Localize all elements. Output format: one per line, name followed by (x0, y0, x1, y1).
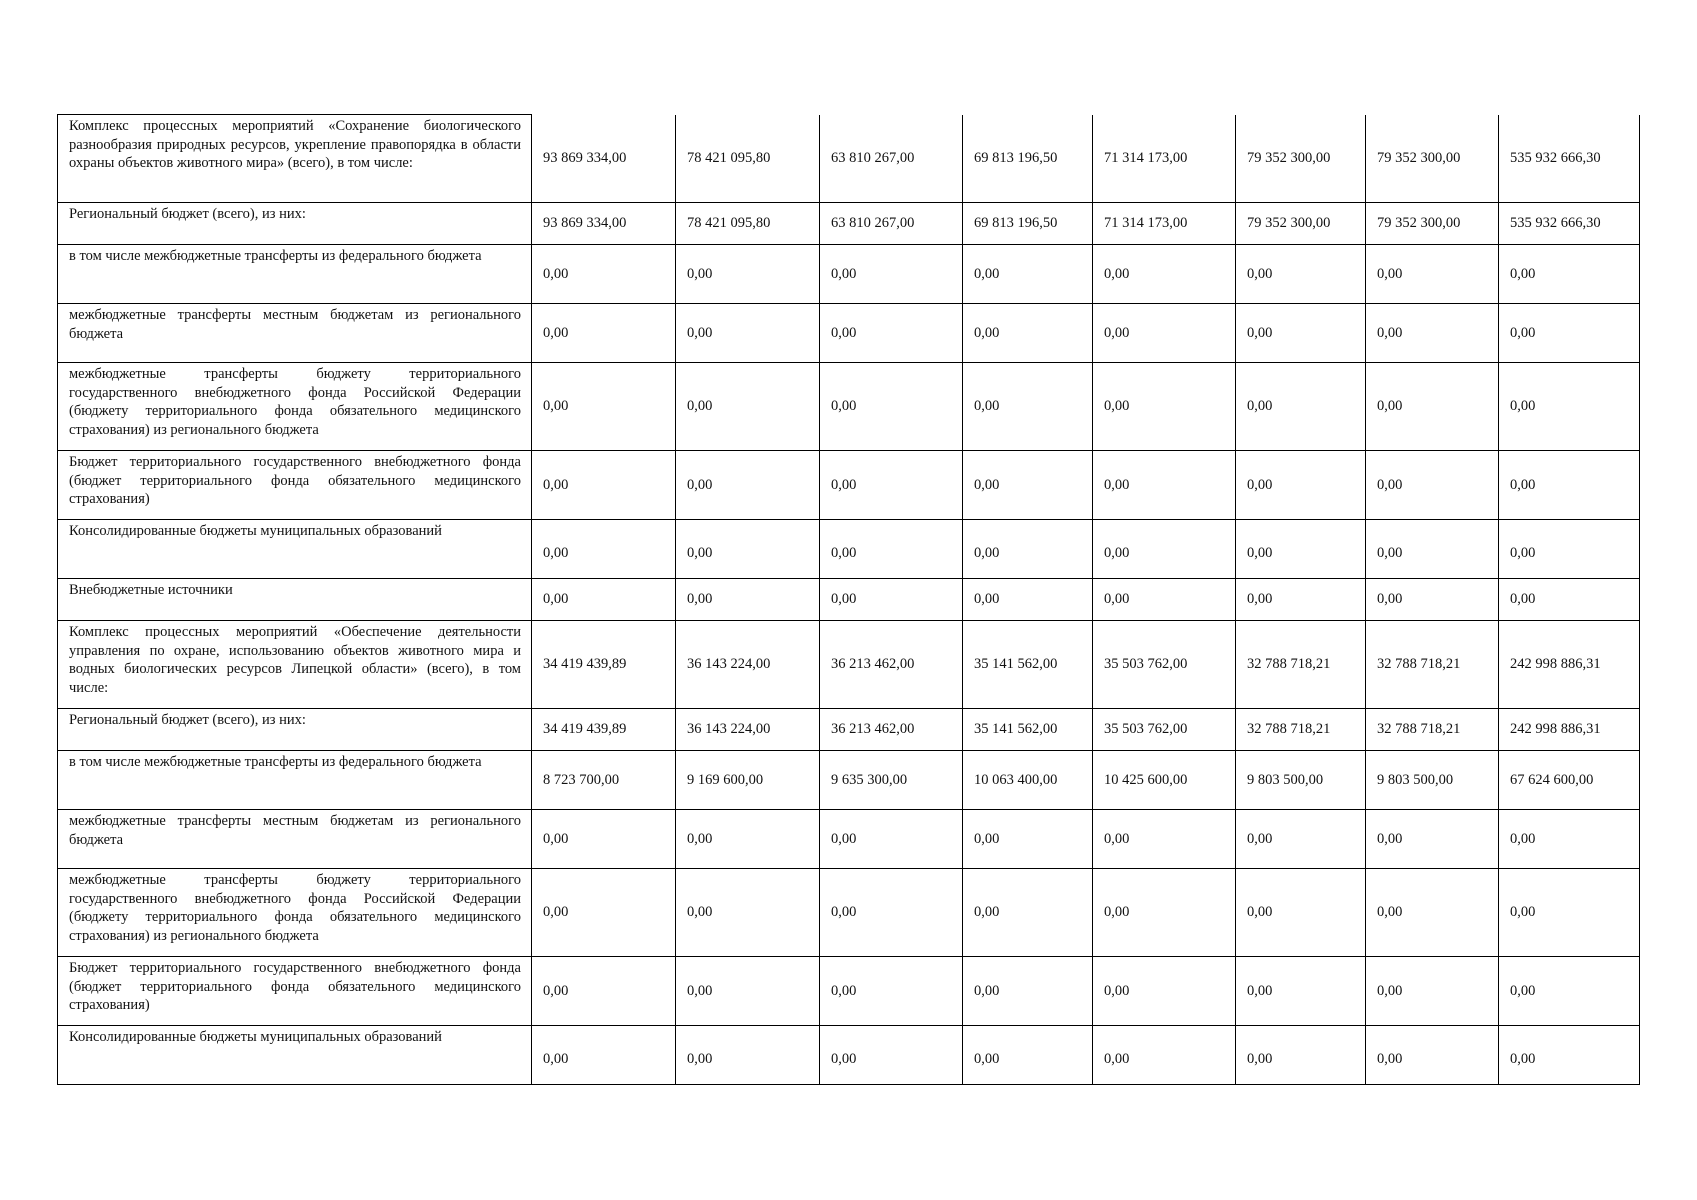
value-cell: 0,00 (1093, 579, 1236, 621)
value-cell: 0,00 (1236, 579, 1366, 621)
value-cell: 71 314 173,00 (1093, 115, 1236, 203)
value-cell: 0,00 (963, 869, 1093, 957)
table-row (58, 115, 1640, 203)
value-cell: 0,00 (1093, 245, 1236, 304)
table-row (58, 957, 1640, 1026)
value-cell: 0,00 (1499, 304, 1640, 363)
value-cell: 0,00 (676, 245, 820, 304)
value-cell: 0,00 (1366, 1026, 1499, 1085)
value-cell: 0,00 (1236, 810, 1366, 869)
value-cell: 0,00 (1499, 451, 1640, 520)
row-label: Региональный бюджет (всего), из них: (58, 709, 532, 751)
value-cell: 32 788 718,21 (1366, 709, 1499, 751)
value-cell: 0,00 (532, 579, 676, 621)
value-cell: 0,00 (676, 869, 820, 957)
value-cell: 0,00 (1236, 245, 1366, 304)
value-cell: 0,00 (1366, 363, 1499, 451)
table-row (58, 1026, 1640, 1085)
table-body (58, 115, 1640, 1085)
value-cell: 36 213 462,00 (820, 709, 963, 751)
value-cell: 0,00 (820, 245, 963, 304)
value-cell: 78 421 095,80 (676, 203, 820, 245)
value-cell: 0,00 (1236, 304, 1366, 363)
value-cell: 0,00 (963, 810, 1093, 869)
value-cell: 0,00 (1093, 869, 1236, 957)
row-label: межбюджетные трансферты бюджету территориального государственного внебюджетного фонда Российской Федерации (бюджету территориального фонда обязательного медицинского страхования) из регионального бюджета (58, 363, 532, 451)
value-cell: 0,00 (1236, 957, 1366, 1026)
value-cell: 0,00 (676, 810, 820, 869)
row-label: в том числе межбюджетные трансферты из федерального бюджета (58, 751, 532, 810)
value-cell: 36 143 224,00 (676, 709, 820, 751)
value-cell: 0,00 (532, 869, 676, 957)
value-cell: 0,00 (963, 957, 1093, 1026)
value-cell: 78 421 095,80 (676, 115, 820, 203)
value-cell: 0,00 (963, 363, 1093, 451)
value-cell: 69 813 196,50 (963, 115, 1093, 203)
row-label: Бюджет территориального государственного внебюджетного фонда (бюджет территориального фонда обязательного медицинского страхования) (58, 957, 532, 1026)
value-cell: 0,00 (1499, 957, 1640, 1026)
value-cell: 32 788 718,21 (1236, 621, 1366, 709)
value-cell: 0,00 (676, 304, 820, 363)
table-row (58, 203, 1640, 245)
value-cell: 0,00 (963, 451, 1093, 520)
value-cell: 0,00 (820, 363, 963, 451)
value-cell: 0,00 (820, 451, 963, 520)
value-cell: 0,00 (820, 810, 963, 869)
value-cell: 0,00 (820, 304, 963, 363)
value-cell: 0,00 (1499, 579, 1640, 621)
value-cell: 0,00 (532, 520, 676, 579)
value-cell: 0,00 (1366, 579, 1499, 621)
value-cell: 93 869 334,00 (532, 115, 676, 203)
value-cell: 34 419 439,89 (532, 709, 676, 751)
row-label: Комплекс процессных мероприятий «Сохранение биологического разнообразия природных ресурсов, укрепление правопорядка в области охраны объектов животного мира» (всего), в том числе: (58, 115, 532, 203)
value-cell: 9 803 500,00 (1366, 751, 1499, 810)
value-cell: 9 803 500,00 (1236, 751, 1366, 810)
value-cell: 93 869 334,00 (532, 203, 676, 245)
value-cell: 32 788 718,21 (1366, 621, 1499, 709)
value-cell: 0,00 (1366, 869, 1499, 957)
value-cell: 242 998 886,31 (1499, 709, 1640, 751)
table-row (58, 709, 1640, 751)
value-cell: 0,00 (820, 957, 963, 1026)
value-cell: 0,00 (1366, 520, 1499, 579)
value-cell: 0,00 (532, 363, 676, 451)
table-row (58, 520, 1640, 579)
table-row (58, 810, 1640, 869)
value-cell: 0,00 (532, 245, 676, 304)
value-cell: 63 810 267,00 (820, 203, 963, 245)
value-cell: 34 419 439,89 (532, 621, 676, 709)
value-cell: 0,00 (1236, 869, 1366, 957)
value-cell: 8 723 700,00 (532, 751, 676, 810)
value-cell: 67 624 600,00 (1499, 751, 1640, 810)
value-cell: 0,00 (1366, 245, 1499, 304)
row-label: межбюджетные трансферты местным бюджетам из регионального бюджета (58, 810, 532, 869)
row-label: Консолидированные бюджеты муниципальных образований (58, 1026, 532, 1085)
value-cell: 0,00 (963, 304, 1093, 363)
value-cell: 0,00 (1499, 520, 1640, 579)
value-cell: 0,00 (1236, 363, 1366, 451)
value-cell: 0,00 (1499, 1026, 1640, 1085)
table-row (58, 869, 1640, 957)
value-cell: 0,00 (1236, 1026, 1366, 1085)
row-label: Консолидированные бюджеты муниципальных образований (58, 520, 532, 579)
value-cell: 0,00 (532, 1026, 676, 1085)
value-cell: 0,00 (676, 451, 820, 520)
value-cell: 0,00 (676, 579, 820, 621)
value-cell: 0,00 (532, 451, 676, 520)
value-cell: 0,00 (1366, 304, 1499, 363)
value-cell: 69 813 196,50 (963, 203, 1093, 245)
value-cell: 0,00 (676, 957, 820, 1026)
table-row (58, 245, 1640, 304)
value-cell: 0,00 (1093, 363, 1236, 451)
value-cell: 0,00 (1499, 363, 1640, 451)
value-cell: 0,00 (820, 520, 963, 579)
value-cell: 0,00 (1093, 451, 1236, 520)
table-row (58, 751, 1640, 810)
row-label: межбюджетные трансферты бюджету территориального государственного внебюджетного фонда Российской Федерации (бюджету территориального фонда обязательного медицинского страхования) из регионального бюджета (58, 869, 532, 957)
value-cell: 32 788 718,21 (1236, 709, 1366, 751)
row-label: в том числе межбюджетные трансферты из федерального бюджета (58, 245, 532, 304)
budget-table (57, 114, 1640, 1085)
value-cell: 0,00 (1499, 810, 1640, 869)
value-cell: 0,00 (1236, 451, 1366, 520)
table-row (58, 579, 1640, 621)
value-cell: 79 352 300,00 (1236, 115, 1366, 203)
value-cell: 0,00 (532, 957, 676, 1026)
table-row (58, 304, 1640, 363)
value-cell: 0,00 (820, 869, 963, 957)
value-cell: 0,00 (1499, 869, 1640, 957)
row-label: Бюджет территориального государственного внебюджетного фонда (бюджет территориального фонда обязательного медицинского страхования) (58, 451, 532, 520)
row-label: Региональный бюджет (всего), из них: (58, 203, 532, 245)
value-cell: 0,00 (1499, 245, 1640, 304)
value-cell: 0,00 (676, 1026, 820, 1085)
value-cell: 535 932 666,30 (1499, 203, 1640, 245)
value-cell: 0,00 (963, 520, 1093, 579)
value-cell: 0,00 (532, 810, 676, 869)
value-cell: 36 213 462,00 (820, 621, 963, 709)
value-cell: 9 169 600,00 (676, 751, 820, 810)
value-cell: 35 503 762,00 (1093, 621, 1236, 709)
value-cell: 535 932 666,30 (1499, 115, 1640, 203)
value-cell: 0,00 (1093, 520, 1236, 579)
value-cell: 0,00 (1366, 810, 1499, 869)
value-cell: 0,00 (963, 1026, 1093, 1085)
table-row (58, 621, 1640, 709)
row-label: межбюджетные трансферты местным бюджетам из регионального бюджета (58, 304, 532, 363)
value-cell: 0,00 (963, 245, 1093, 304)
row-label: Комплекс процессных мероприятий «Обеспечение деятельности управления по охране, использованию объектов животного мира и водных биологических ресурсов Липецкой области» (всего), в том числе: (58, 621, 532, 709)
value-cell: 0,00 (1093, 304, 1236, 363)
value-cell: 63 810 267,00 (820, 115, 963, 203)
value-cell: 0,00 (1093, 1026, 1236, 1085)
value-cell: 35 503 762,00 (1093, 709, 1236, 751)
value-cell: 0,00 (1093, 957, 1236, 1026)
value-cell: 0,00 (676, 363, 820, 451)
value-cell: 0,00 (820, 579, 963, 621)
value-cell: 10 425 600,00 (1093, 751, 1236, 810)
value-cell: 10 063 400,00 (963, 751, 1093, 810)
value-cell: 79 352 300,00 (1366, 203, 1499, 245)
value-cell: 0,00 (676, 520, 820, 579)
value-cell: 35 141 562,00 (963, 709, 1093, 751)
value-cell: 0,00 (1366, 451, 1499, 520)
value-cell: 242 998 886,31 (1499, 621, 1640, 709)
value-cell: 36 143 224,00 (676, 621, 820, 709)
value-cell: 35 141 562,00 (963, 621, 1093, 709)
value-cell: 79 352 300,00 (1366, 115, 1499, 203)
value-cell: 0,00 (532, 304, 676, 363)
value-cell: 79 352 300,00 (1236, 203, 1366, 245)
value-cell: 0,00 (963, 579, 1093, 621)
value-cell: 0,00 (1236, 520, 1366, 579)
table-row (58, 363, 1640, 451)
row-label: Внебюджетные источники (58, 579, 532, 621)
table-row (58, 451, 1640, 520)
value-cell: 0,00 (1366, 957, 1499, 1026)
value-cell: 71 314 173,00 (1093, 203, 1236, 245)
value-cell: 0,00 (1093, 810, 1236, 869)
value-cell: 9 635 300,00 (820, 751, 963, 810)
value-cell: 0,00 (820, 1026, 963, 1085)
